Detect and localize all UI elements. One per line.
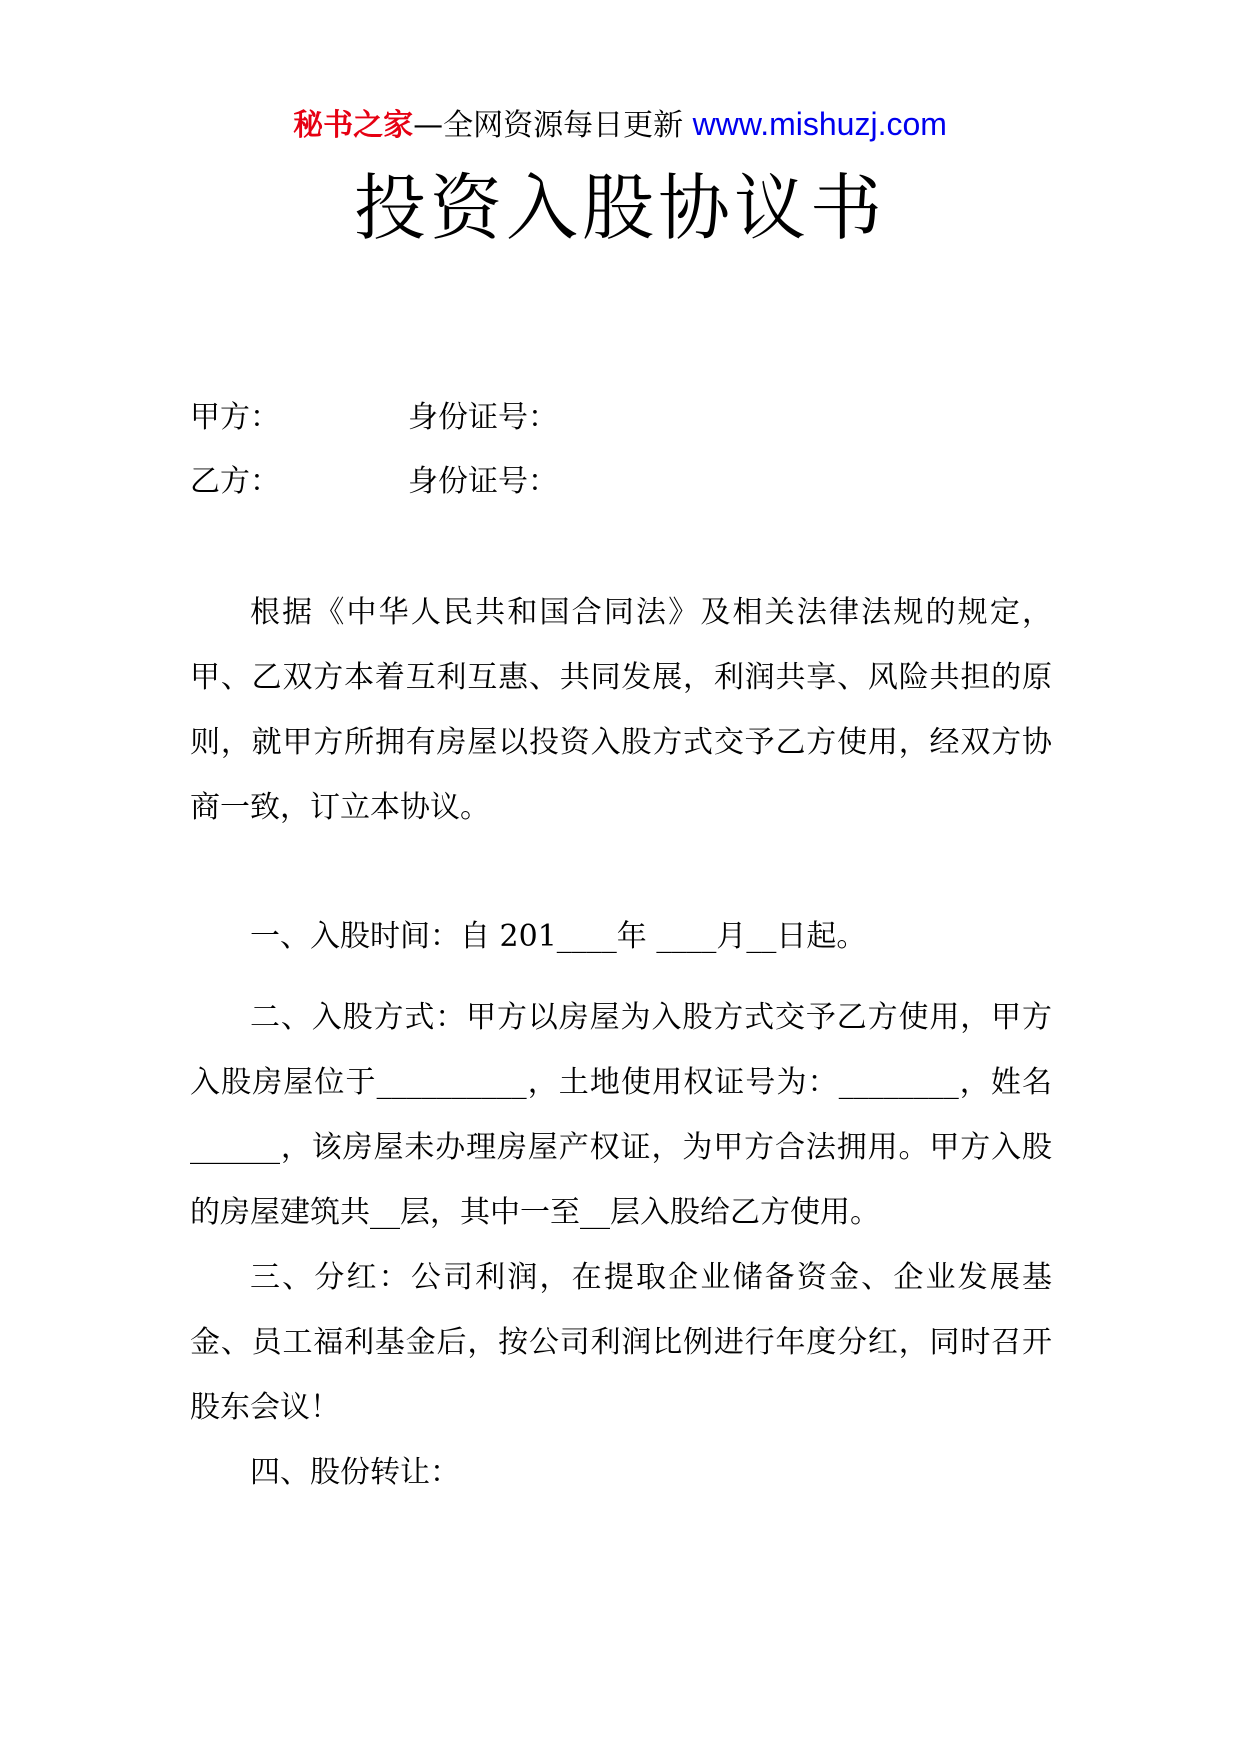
party-a-id-label: 身份证号： bbox=[408, 400, 558, 435]
party-a-label: 甲方： bbox=[190, 400, 280, 435]
preamble-paragraph: 根据《中华人民共和国合同法》及相关法律法规的规定，甲、乙双方本着互利互惠、共同发展，利润共享、风险共担的原则，就甲方所拥有房屋以投资入股方式交予乙方使用，经双方协商一致，订立本协议。 bbox=[190, 595, 1052, 825]
site-url-link[interactable]: www.mishuzj.com bbox=[692, 106, 947, 142]
site-slogan: —全网资源每日更新 bbox=[413, 108, 684, 143]
party-b-id-label: 身份证号： bbox=[408, 464, 558, 499]
clause-2: 二、入股方式：甲方以房屋为入股方式交予乙方使用，甲方入股房屋位于__________，土地使用权证号为：________，姓名______，该房屋未办理房屋产权证，为甲方合法拥用。甲方入股的房屋建筑共__层，其中一至__层入股给乙方使用。 bbox=[190, 1000, 1052, 1230]
site-header bbox=[0, 102, 1240, 148]
party-b-line bbox=[190, 462, 558, 502]
brand-name: 秘书之家 bbox=[293, 108, 414, 143]
clause-4: 四、股份转让： bbox=[250, 1455, 460, 1490]
clause-3: 三、分红：公司利润，在提取企业储备资金、企业发展基金、员工福利基金后，按公司利润比例进行年度分红，同时召开股东会议！ bbox=[190, 1260, 1052, 1425]
document-title: 投资入股协议书 bbox=[353, 166, 886, 250]
party-a-line bbox=[190, 398, 558, 438]
party-b-label: 乙方： bbox=[190, 464, 280, 499]
clause-1: 一、入股时间：自 201____年 ____月__日起。 bbox=[250, 919, 867, 954]
